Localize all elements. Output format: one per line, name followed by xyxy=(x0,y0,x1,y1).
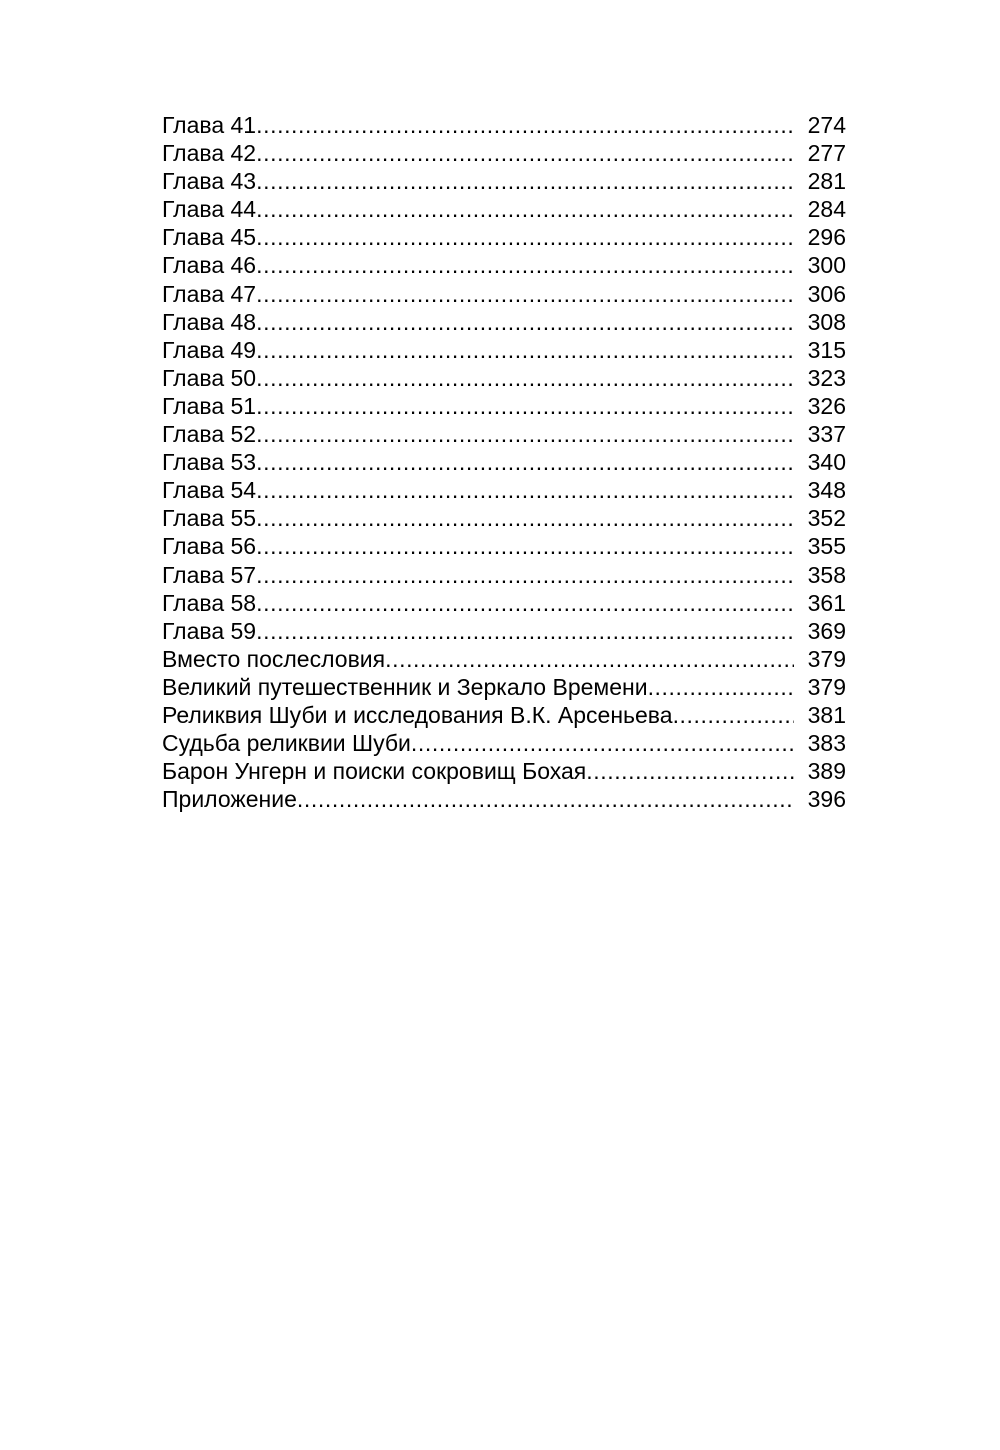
toc-entry-page: 348 xyxy=(807,477,846,504)
toc-entry xyxy=(162,448,846,476)
toc-entry-page: 296 xyxy=(807,224,846,251)
toc-entry-page: 306 xyxy=(807,280,846,307)
toc-entry-page: 389 xyxy=(807,758,846,785)
toc-entry-title: Судьба реликвии Шуби xyxy=(162,730,411,757)
toc-entry-title: Глава 51 xyxy=(162,392,257,419)
toc-entry-page: 337 xyxy=(807,421,846,448)
toc-entry-title: Глава 53 xyxy=(162,449,257,476)
toc-entry xyxy=(162,280,846,308)
dot-leader xyxy=(297,785,794,813)
toc-entry xyxy=(162,589,846,617)
toc-entry-title: Великий путешественник и Зеркало Времени xyxy=(162,673,648,700)
toc-entry-page: 340 xyxy=(807,449,846,476)
dot-leader xyxy=(648,673,794,701)
dot-leader xyxy=(256,476,794,504)
toc-entry xyxy=(162,336,846,364)
toc-entry-page: 281 xyxy=(807,168,846,195)
toc-entry xyxy=(162,392,846,420)
dot-leader xyxy=(256,280,794,308)
toc-entry-title: Глава 54 xyxy=(162,477,257,504)
toc-entry-title: Глава 49 xyxy=(162,336,257,363)
toc-entry-page: 323 xyxy=(807,364,846,391)
toc-entry-page: 308 xyxy=(807,308,846,335)
dot-leader xyxy=(256,139,794,167)
dot-leader xyxy=(256,223,794,251)
dot-leader xyxy=(256,532,794,560)
toc-entry-title: Барон Унгерн и поиски сокровищ Бохая xyxy=(162,758,587,785)
dot-leader xyxy=(256,504,794,532)
dot-leader xyxy=(256,392,794,420)
toc-entry-title: Глава 41 xyxy=(162,112,257,138)
toc-entry-page: 381 xyxy=(807,701,846,728)
toc-entry-title: Глава 44 xyxy=(162,196,257,223)
toc-entry-title: Глава 47 xyxy=(162,280,257,307)
toc-entry-page: 315 xyxy=(807,336,846,363)
toc-entry-page: 355 xyxy=(807,533,846,560)
toc-entry-page: 352 xyxy=(807,505,846,532)
toc-entry-title: Глава 45 xyxy=(162,224,257,251)
toc-entry-title: Реликвия Шуби и исследования В.К. Арсеньева xyxy=(162,701,673,728)
toc-entry-page: 358 xyxy=(807,561,846,588)
dot-leader xyxy=(673,701,794,729)
toc-entry-title: Глава 52 xyxy=(162,421,257,448)
toc-entry-title: Глава 50 xyxy=(162,364,257,391)
toc-entry-title: Глава 56 xyxy=(162,533,257,560)
toc-entry-title: Глава 48 xyxy=(162,308,257,335)
toc-entry-title: Глава 58 xyxy=(162,589,257,616)
toc-entry-title: Глава 55 xyxy=(162,505,257,532)
dot-leader xyxy=(256,251,794,279)
dot-leader xyxy=(256,308,794,336)
dot-leader xyxy=(256,420,794,448)
toc-entry-page: 379 xyxy=(807,673,846,700)
dot-leader xyxy=(256,448,794,476)
toc-entry xyxy=(162,420,846,448)
toc-entry-page: 369 xyxy=(807,617,846,644)
toc-entry xyxy=(162,308,846,336)
toc-entry-title: Глава 42 xyxy=(162,140,257,167)
toc-entry-page: 396 xyxy=(807,786,846,813)
toc-entry xyxy=(162,701,846,729)
toc-entry xyxy=(162,364,846,392)
toc-entry-page: 361 xyxy=(807,589,846,616)
toc-entry-page: 284 xyxy=(807,196,846,223)
dot-leader xyxy=(256,617,794,645)
dot-leader xyxy=(586,757,794,785)
toc-entry-page: 277 xyxy=(807,140,846,167)
dot-leader xyxy=(256,111,794,139)
dot-leader xyxy=(256,364,794,392)
toc-entry-page: 379 xyxy=(807,645,846,672)
dot-leader xyxy=(256,167,794,195)
toc-entry xyxy=(162,532,846,560)
toc-entry xyxy=(162,251,846,279)
toc-entry xyxy=(162,617,846,645)
toc-entry-title: Приложение xyxy=(162,786,297,813)
toc-entry-title: Глава 46 xyxy=(162,252,257,279)
toc-entry-page: 383 xyxy=(807,730,846,757)
toc-entry xyxy=(162,673,846,701)
dot-leader xyxy=(256,589,794,617)
toc-entry xyxy=(162,167,846,195)
toc-entry-title: Глава 59 xyxy=(162,617,257,644)
dot-leader xyxy=(411,729,794,757)
toc-entry xyxy=(162,476,846,504)
toc-entry xyxy=(162,729,846,757)
toc-entry-page: 274 xyxy=(807,112,846,138)
dot-leader xyxy=(256,195,794,223)
toc-entry xyxy=(162,223,846,251)
toc-entry xyxy=(162,195,846,223)
table-of-contents xyxy=(162,111,846,813)
toc-entry-title: Вместо послесловия xyxy=(162,645,386,672)
toc-entry-title: Глава 43 xyxy=(162,168,257,195)
toc-entry xyxy=(162,757,846,785)
dot-leader xyxy=(385,645,794,673)
toc-entry xyxy=(162,785,846,813)
dot-leader xyxy=(256,561,794,589)
toc-entry xyxy=(162,645,846,673)
toc-entry-page: 326 xyxy=(807,392,846,419)
dot-leader xyxy=(256,336,794,364)
toc-entry xyxy=(162,561,846,589)
toc-entry xyxy=(162,111,846,139)
toc-entry-page: 300 xyxy=(807,252,846,279)
toc-entry-title: Глава 57 xyxy=(162,561,257,588)
toc-entry xyxy=(162,139,846,167)
toc-entry xyxy=(162,504,846,532)
